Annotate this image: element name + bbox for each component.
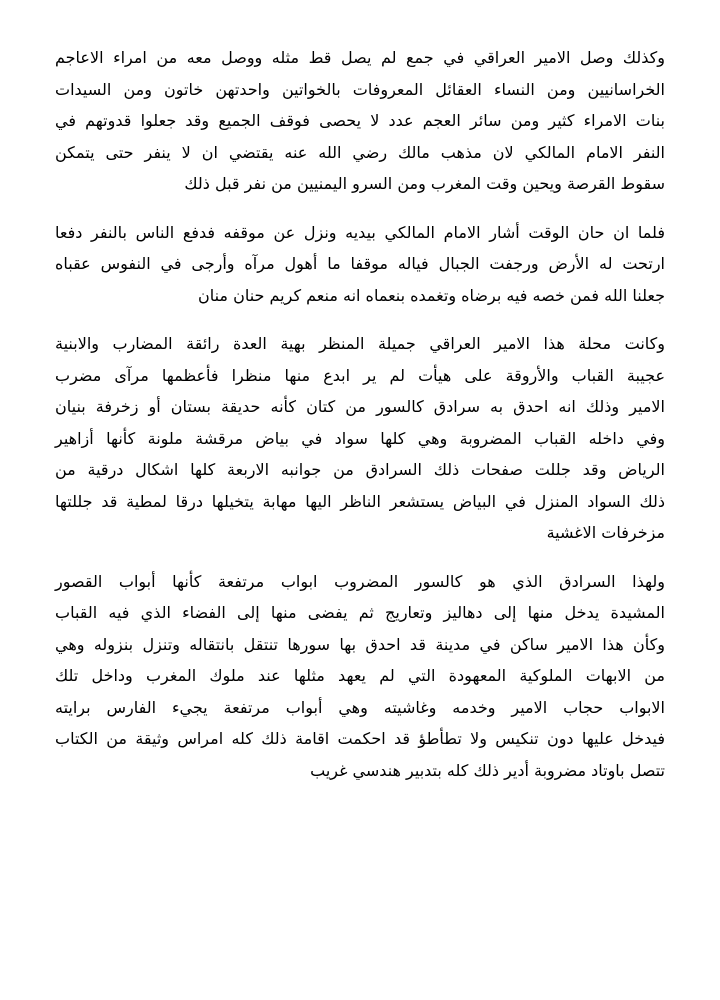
text-line: وكانت محلة هذا الامير العراقي جميلة المنظر بهية العدة رائقة المضارب والابنية: [55, 334, 665, 353]
text-line: سقوط القرصة ويحين وقت المغرب ومن السرو اليمنيين من نفر قبل ذلك: [184, 174, 665, 193]
text-line: وكذلك وصل الامير العراقي في جمع لم يصل قط مثله ووصل معه من امراء الاعاجم: [55, 48, 665, 67]
text-line: ذلك السواد المنزل في البياض يستشعر الناظر اليها مهابة يتخيلها درقا لمطية قد جللتها: [55, 491, 665, 511]
text-line: وكأن هذا الامير ساكن في مدينة قد احدق بها سورها تنتقل بانتقاله وتنزل بنزوله وهي: [55, 634, 665, 654]
text-line: الامير وذلك انه احدق به سرادق كالسور من كتان كأنه حديقة بستان أو زخرفة بنيان: [55, 397, 665, 416]
text-line: الرياض وقد جللت صفحات ذلك السرادق من جوانبه الاربعة كلها اشكال درقية من: [55, 460, 665, 479]
text-line: ولهذا السرادق الذي هو كالسور المضروب ابواب مرتفعة كأنها أبواب القصور: [55, 571, 665, 591]
text-line: ارتحت له الأرض ورجفت الجبال فياله موقفا ما أهول مرآه وأرجى في النفوس عقباه: [55, 254, 665, 273]
text-line: فيدخل عليها دون تنكيس ولا تطأطؤ قد احكمت اقامة ذلك كله امراس وثيقة من الكتاب: [55, 729, 665, 748]
paragraph-1: [55, 42, 665, 200]
text-line: من الابهات الملوكية المعهودة التي لم يعهد مثلها عند ملوك المغرب وداخل تلك: [55, 666, 665, 685]
text-line: بنات الامراء كثير ومن سائر العجم عدد لا يحصى فوقف الجميع وقد جعلوا قدوتهم في: [55, 111, 665, 130]
paragraph-3: [55, 328, 665, 549]
text-line: الابواب حجاب الامير وخدمه وغاشيته وهي أبواب مرتفعة يجيء الفارس برايته: [55, 697, 665, 717]
text-line: النفر الامام المالكي لان مذهب مالك رضي الله عنه يقتضي ان لا ينفر حتى يتمكن: [55, 142, 665, 162]
text-line: جعلنا الله فمن خصه فيه برضاه وتغمده بنعماه انه منعم كريم حنان منان: [197, 285, 665, 305]
text-line: فلما ان حان الوقت أشار الامام المالكي بيديه ونزل عن موقفه فدفع الناس بالنفر دفعا: [55, 222, 665, 242]
paragraph-2: [55, 217, 665, 312]
text-line: الخراسانيين ومن النساء العقائل المعروفات بالخواتين واحدتهن خاتون ومن السيدات: [55, 79, 665, 99]
text-line: وفي داخله القباب المضروبة وهي كلها سواد في بياض مرقشة ملونة كأنها أزاهير: [55, 428, 665, 448]
text-line: مزخرفات الاغشية: [546, 523, 665, 542]
text-line: تتصل باوتاد مضروبة أدير ذلك كله بتدبير هندسي غريب: [310, 760, 665, 780]
text-line: عجيبة القباب والأروقة على هيأت لم ير ابدع منها منظرا فأعظمها مرآى مضرب: [55, 365, 665, 385]
text-line: المشيدة يدخل منها إلى دهاليز وتعاريج ثم يفضى منها إلى الفضاء الذي فيه القباب: [55, 603, 665, 622]
paragraph-4: [55, 566, 665, 787]
